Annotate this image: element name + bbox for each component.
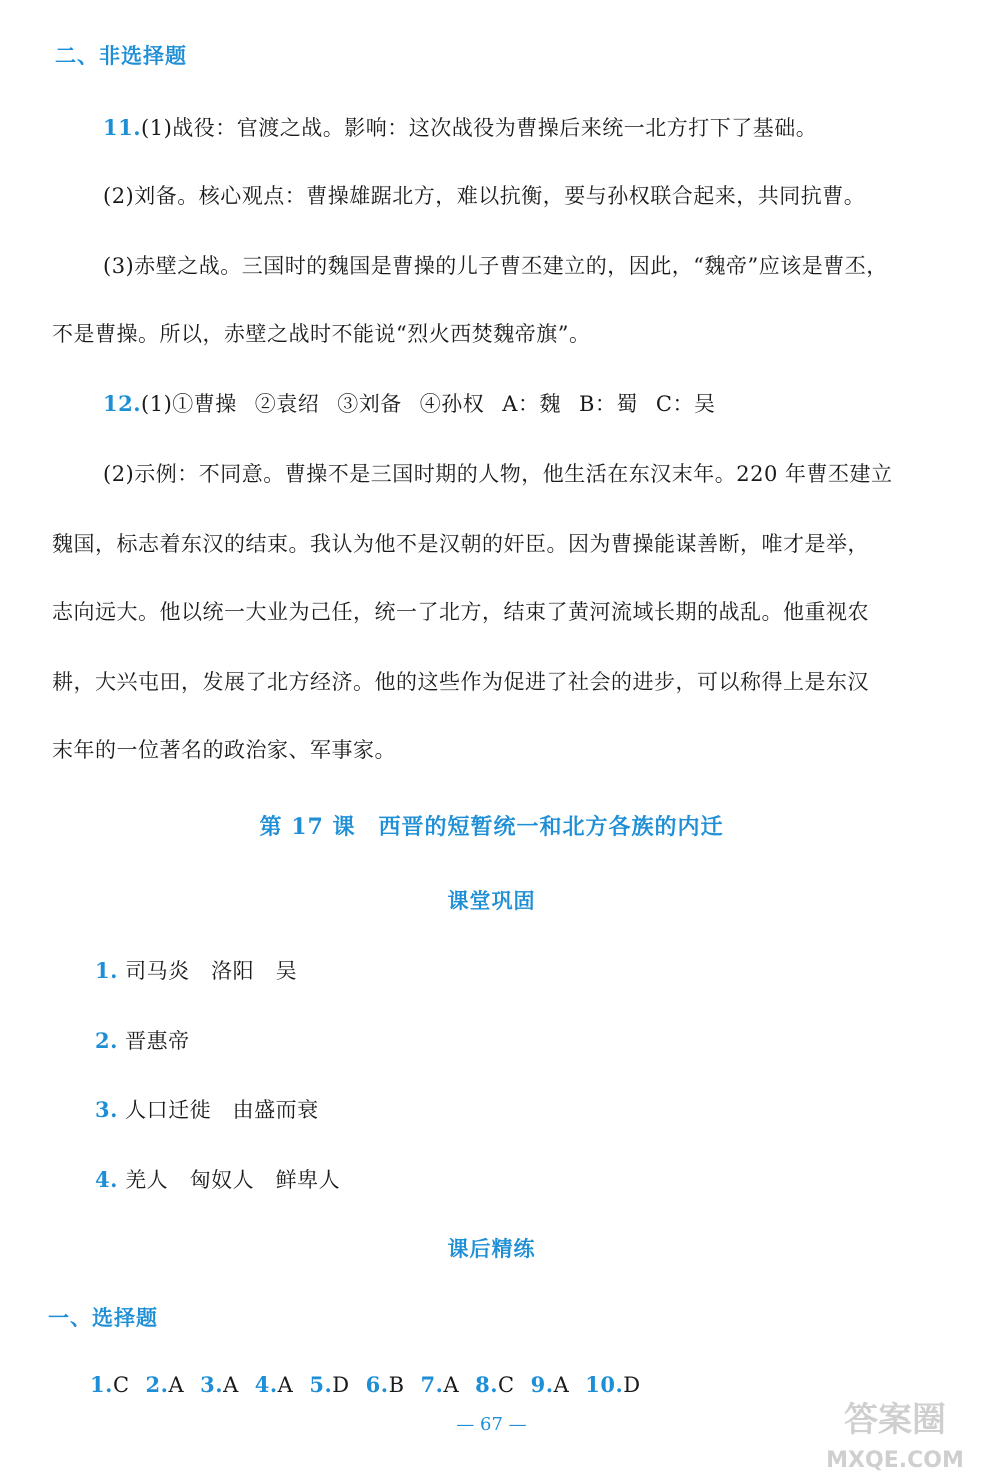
consolidation-item [95, 955, 297, 985]
watermark-line1: 答案圈 [844, 1400, 946, 1440]
q12-part2-line: 耕，大兴屯田，发展了北方经济。他的这些作为促进了社会的进步，可以称得上是东汉 [52, 670, 869, 694]
choice-answer: 5.D [309, 1372, 350, 1397]
watermark-line2: MXQE.COM [826, 1448, 964, 1473]
q12-item: ③刘备 [337, 392, 402, 416]
q11-part1-text: (1)战役：官渡之战。影响：这次战役为曹操后来统一北方打下了基础。 [141, 116, 818, 140]
q11-part3-line1: (3)赤壁之战。三国时的魏国是曹操的儿子曹丕建立的，因此，“魏帝”应该是曹丕， [103, 254, 888, 278]
q12-part2-line: 魏国，标志着东汉的结束。我认为他不是汉朝的奸臣。因为曹操能谋善断，唯才是举， [52, 532, 869, 556]
choice-answer: 8.C [475, 1372, 515, 1397]
consolidation-text: 人口迁徙 由盛而衰 [125, 1098, 319, 1122]
consolidation-item [95, 1025, 190, 1055]
choice-answers [90, 1372, 657, 1397]
q12-part2-line: 志向远大。他以统一大业为己任，统一了北方，结束了黄河流域长期的战乱。他重视农 [52, 600, 869, 624]
consolidation-number: 4. [95, 1167, 118, 1192]
q11-part2: (2)刘备。核心观点：曹操雄踞北方，难以抗衡，要与孙权联合起来，共同抗曹。 [103, 184, 866, 208]
q12-part1 [103, 388, 715, 418]
q12-item: ②袁绍 [254, 392, 320, 416]
section-heading-choice: 一、选择题 [48, 1305, 158, 1330]
q12-item: B：蜀 [578, 392, 638, 416]
q12-item: A：魏 [502, 392, 561, 416]
q12-item: ④孙权 [419, 392, 485, 416]
page-number: — 67 — [456, 1414, 527, 1435]
section-heading-non-choice: 二、非选择题 [55, 43, 187, 68]
consolidation-text: 晋惠帝 [125, 1029, 190, 1053]
lesson-title: 第 17 课 西晋的短暂统一和北方各族的内迁 [259, 814, 724, 840]
q11-part3-line2: 不是曹操。所以，赤壁之战时不能说“烈火西焚魏帝旗”。 [52, 322, 591, 346]
consolidation-title: 课堂巩固 [447, 888, 536, 913]
choice-answer: 7.A [420, 1372, 460, 1397]
consolidation-number: 3. [95, 1097, 118, 1122]
consolidation-number: 2. [95, 1028, 118, 1053]
choice-answer: 4.A [254, 1372, 294, 1397]
q12-number: 12. [103, 391, 142, 416]
consolidation-item [95, 1094, 319, 1124]
q11-number: 11. [103, 115, 142, 140]
q11-part1 [103, 112, 817, 142]
q12-part2-line: 末年的一位著名的政治家、军事家。 [52, 738, 396, 762]
q12-part2-line: (2)示例：不同意。曹操不是三国时期的人物，他生活在东汉末年。220 年曹丕建立 [103, 462, 893, 486]
q12-item: C：吴 [655, 392, 716, 416]
choice-answer: 10.D [585, 1372, 641, 1397]
practice-title: 课后精练 [447, 1236, 536, 1261]
choice-answer: 9.A [530, 1372, 570, 1397]
consolidation-item [95, 1164, 340, 1194]
consolidation-text: 羌人 匈奴人 鲜卑人 [125, 1168, 341, 1192]
choice-answer: 2.A [145, 1372, 185, 1397]
choice-answer: 6.B [365, 1372, 405, 1397]
watermark-logo [815, 1387, 975, 1477]
consolidation-text: 司马炎 洛阳 吴 [125, 959, 298, 983]
consolidation-number: 1. [95, 958, 118, 983]
choice-answer: 3.A [200, 1372, 239, 1397]
choice-answer: 1.C [90, 1372, 130, 1397]
q12-item: (1)①曹操 [141, 392, 237, 416]
